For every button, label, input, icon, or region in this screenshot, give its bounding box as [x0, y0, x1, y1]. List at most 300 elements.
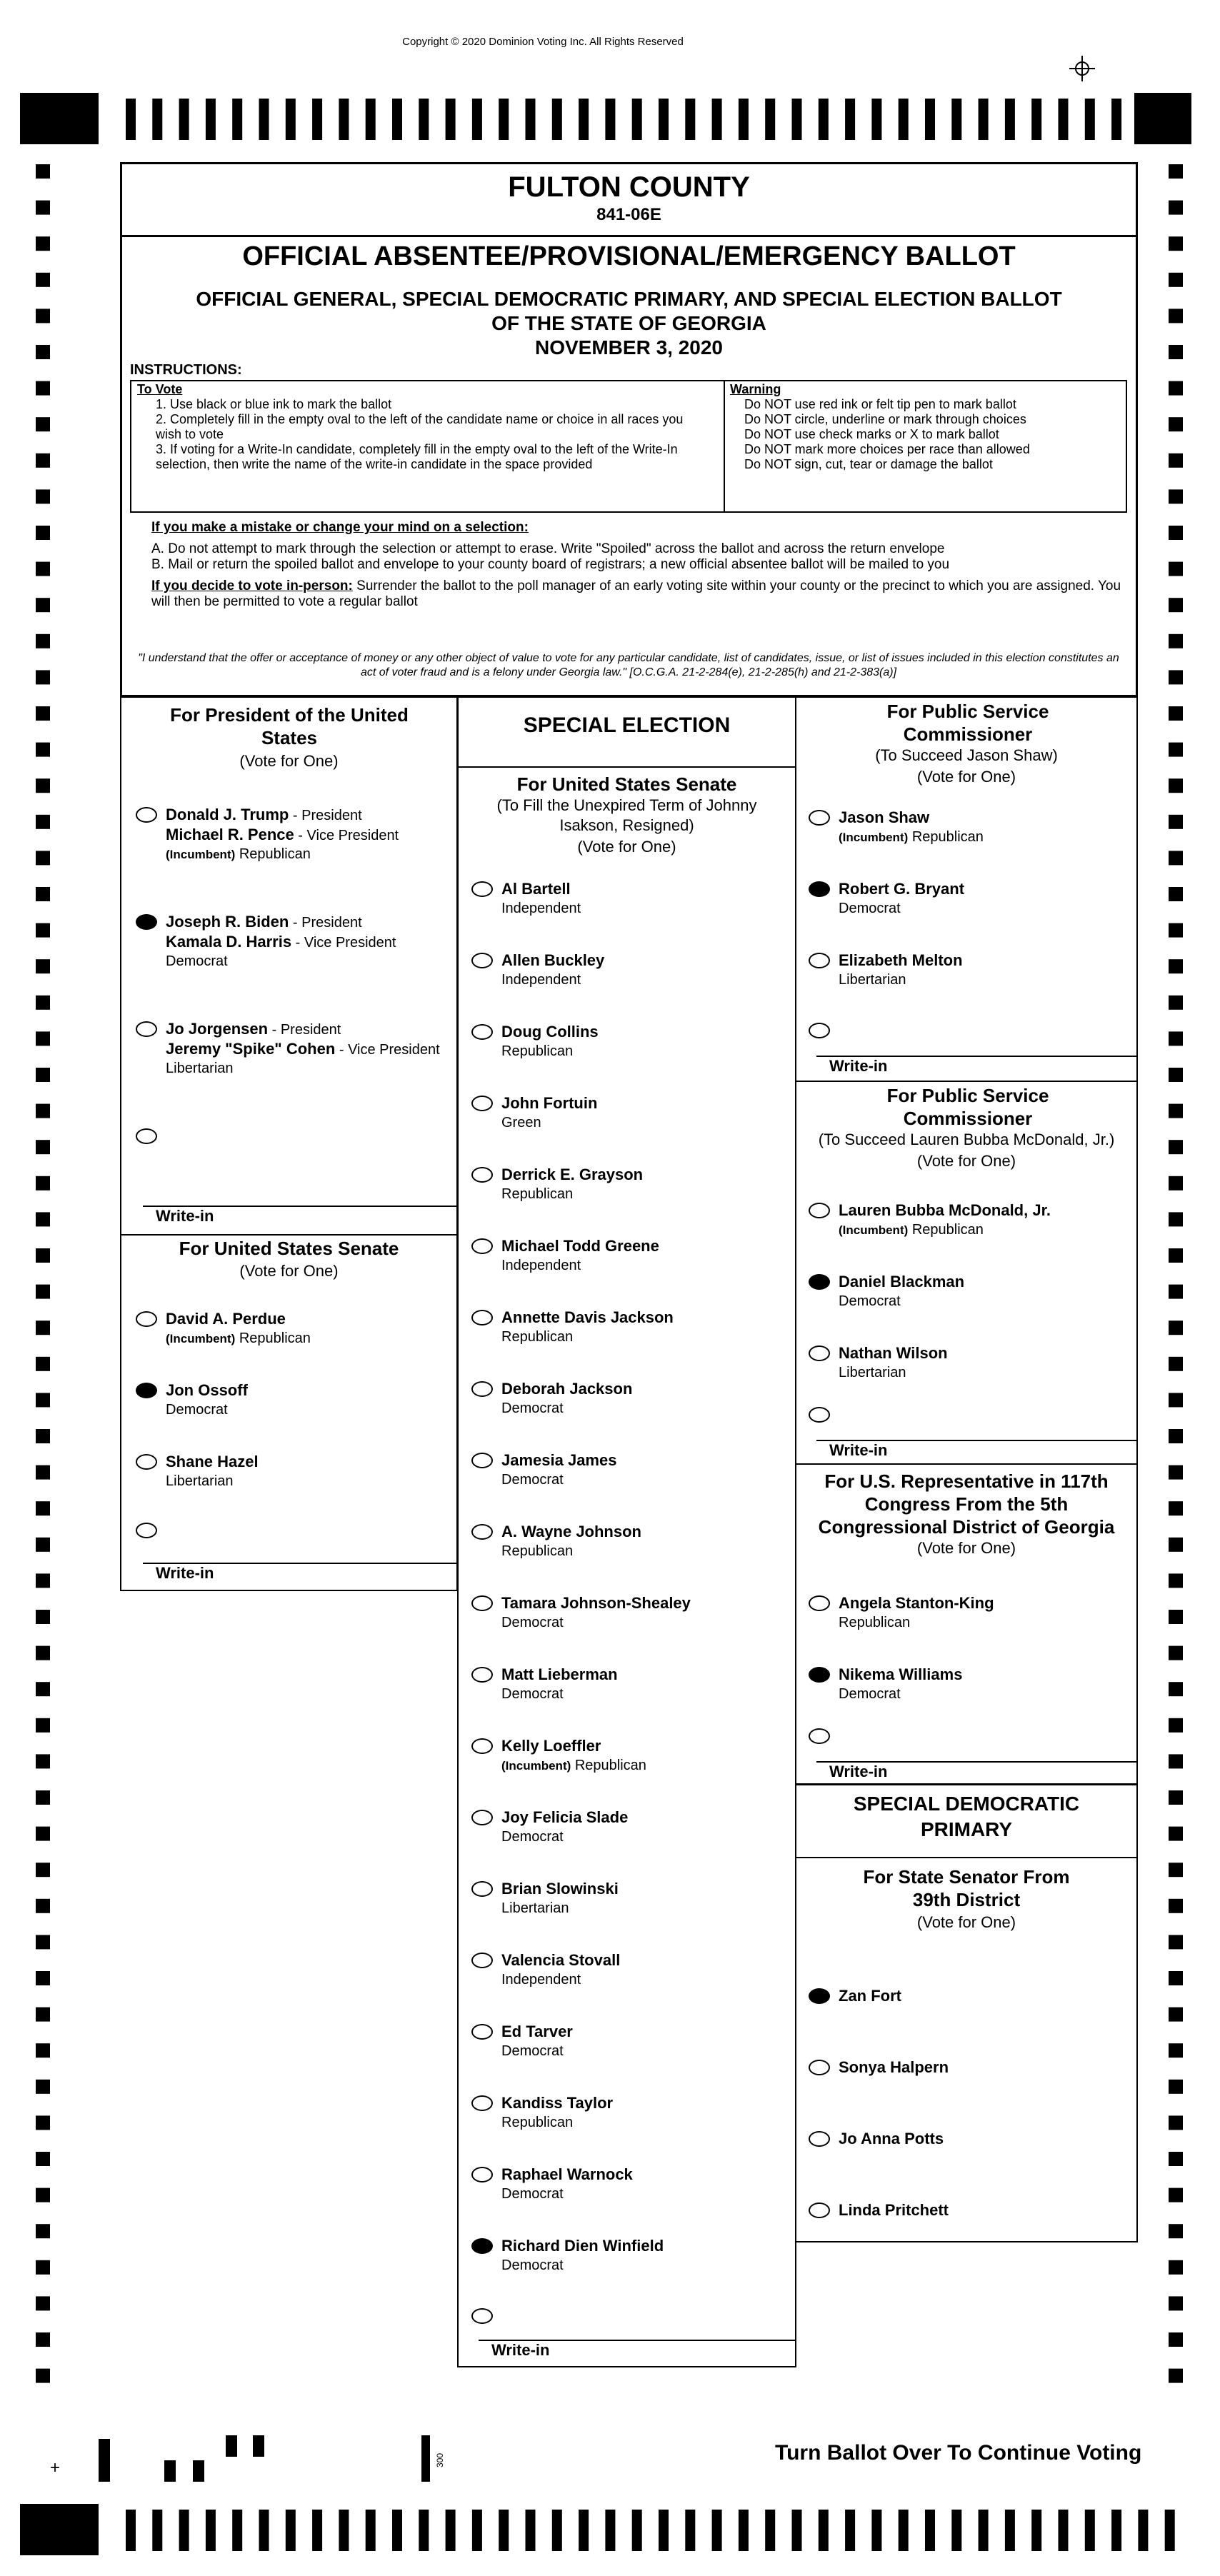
side-timing-mark: [36, 309, 50, 323]
side-timing-mark: [1169, 381, 1183, 396]
candidate-name: Nathan Wilson: [839, 1344, 948, 1362]
timing-mark: [899, 99, 909, 140]
side-timing-mark: [36, 1501, 50, 1515]
side-timing-mark: [36, 634, 50, 648]
candidate-party: Independent: [501, 972, 581, 988]
timing-mark: [339, 2510, 349, 2551]
race-congress-title: For U.S. Representative in 117th Congress From the 5th Congressional District of Georgia: [818, 1470, 1115, 1538]
candidate-party-line: [839, 1364, 906, 1381]
timing-marks-right: [1169, 164, 1183, 2421]
side-timing-mark: [1169, 1610, 1183, 1624]
warning-item: Do NOT use red ink or felt tip pen to mark ballot: [744, 397, 1016, 411]
candidate-party-line: [501, 1114, 541, 1131]
candidate-role: - President: [268, 1022, 341, 1038]
ballot-oval[interactable]: [471, 2024, 493, 2040]
timing-mark-anchor: [1134, 93, 1191, 144]
side-timing-mark: [36, 959, 50, 973]
candidate-name: Sonya Halpern: [839, 2058, 949, 2076]
timing-mark: [871, 2510, 881, 2551]
timing-marks-left: [36, 164, 50, 2421]
in-person-heading: If you decide to vote in-person:: [151, 578, 353, 593]
candidate-party-line: [839, 1614, 910, 1631]
write-in-line[interactable]: Write-in: [479, 2340, 796, 2360]
svg-text:+: +: [50, 2458, 61, 2477]
to-vote-step: 3. If voting for a Write-In candidate, completely fill in the empty oval to the left of the Write-In selection, then write the name of the write-in candidate in the space provided: [156, 442, 678, 471]
side-timing-mark: [36, 2369, 50, 2383]
ballot-oval[interactable]: [471, 1238, 493, 1254]
candidate-party: Democrat: [166, 953, 228, 969]
side-timing-mark: [36, 1863, 50, 1877]
ballot-oval-marked[interactable]: [809, 1274, 830, 1290]
in-person-text: Surrender the ballot to the poll manager of an early voting site within your county or the precinct to which you are assigned. You will then be permitted to vote a regular ballot: [151, 578, 1121, 609]
candidate-name: Jamesia James: [501, 1451, 617, 1469]
timing-mark: [312, 99, 322, 140]
timing-mark: [419, 99, 429, 140]
ballot-oval-marked[interactable]: [809, 1988, 830, 2004]
mistake-b: B. Mail or return the spoiled ballot and envelope to your county board of registrars; a new official absentee ballot will be mailed to you: [151, 557, 950, 572]
ballot-oval[interactable]: [136, 1128, 157, 1144]
timing-mark: [579, 2510, 589, 2551]
candidate-party: Republican: [501, 1543, 574, 1559]
side-timing-mark: [36, 2332, 50, 2347]
side-timing-mark: [36, 1646, 50, 1660]
timing-mark: [206, 99, 216, 140]
side-timing-mark: [36, 743, 50, 757]
candidate-name: Joseph R. Biden: [166, 913, 289, 931]
timing-mark: [819, 99, 829, 140]
timing-mark: [951, 99, 961, 140]
candidate-name: Annette Davis Jackson: [501, 1308, 674, 1326]
candidate-party-line: [501, 1400, 564, 1417]
side-timing-mark: [1169, 1393, 1183, 1407]
candidate-name: Al Bartell: [501, 880, 571, 898]
running-mate-role: - Vice President: [294, 828, 399, 843]
ballot-oval[interactable]: [809, 1407, 830, 1423]
ballot-subtitle: [120, 287, 1138, 360]
timing-mark: [1111, 2510, 1121, 2551]
side-timing-mark: [36, 381, 50, 396]
side-timing-mark: [36, 1285, 50, 1299]
timing-mark: [259, 2510, 269, 2551]
voter-fraud-affirmation: "I understand that the offer or acceptance of money or any other object of value to vote for any particular candidate, list of candidates, issue, or list of issues included in this election constitutes an act of voter fraud and is a felony under Georgia law." [O.C.G.A. 21-2-284(e), 21-2-285(h) and 21-2-383(a)]: [138, 652, 1119, 678]
side-timing-mark: [1169, 2188, 1183, 2202]
timing-mark: [126, 99, 136, 140]
side-timing-mark: [36, 1393, 50, 1407]
to-vote-step: 2. Completely fill in the empty oval to the left of the candidate name or choice in all races you wish to vote: [156, 412, 684, 441]
timing-mark: [739, 2510, 749, 2551]
timing-mark: [526, 99, 536, 140]
timing-mark: [286, 99, 296, 140]
timing-mark: [979, 99, 989, 140]
ballot-oval[interactable]: [136, 1523, 157, 1538]
timing-mark: [685, 99, 695, 140]
candidate-party-line: [501, 1757, 646, 1775]
candidate-party: Democrat: [501, 1829, 564, 1845]
timing-mark: [392, 99, 402, 140]
timing-mark: [552, 2510, 562, 2551]
candidate-party: Libertarian: [166, 1061, 234, 1076]
side-timing-mark: [36, 1031, 50, 1046]
ballot-oval[interactable]: [136, 1454, 157, 1470]
candidate-party: Democrat: [501, 2043, 564, 2059]
candidate-name: Kandiss Taylor: [501, 2094, 614, 2112]
ballot-oval[interactable]: [471, 881, 493, 897]
side-timing-mark: [1169, 1320, 1183, 1335]
side-timing-mark: [1169, 1248, 1183, 1263]
candidate-name: Nikema Williams: [839, 1665, 963, 1683]
timing-mark: [1059, 2510, 1069, 2551]
timing-mark: [712, 2510, 722, 2551]
ballot-oval[interactable]: [136, 807, 157, 823]
ballot-oval[interactable]: [809, 1345, 830, 1361]
ballot-oval[interactable]: [471, 1096, 493, 1111]
side-timing-mark: [36, 345, 50, 359]
ballot-oval-marked[interactable]: [136, 914, 157, 930]
candidate-name: Angela Stanton-King: [839, 1594, 994, 1612]
candidate-party: Democrat: [839, 1293, 901, 1309]
side-timing-mark: [1169, 273, 1183, 287]
mistake-instructions: [151, 520, 1130, 616]
candidate-party: Republican: [501, 1186, 574, 1202]
side-timing-mark: [1169, 887, 1183, 901]
side-timing-mark: [36, 1140, 50, 1154]
ballot-oval-marked[interactable]: [136, 1383, 157, 1398]
candidate-name: Lauren Bubba McDonald, Jr.: [839, 1201, 1051, 1219]
ballot-oval[interactable]: [471, 2095, 493, 2111]
side-timing-mark: [1169, 1863, 1183, 1877]
side-timing-mark: [36, 1573, 50, 1588]
candidate-party: Republican: [239, 846, 311, 862]
race-state-senator-vote-for: (Vote for One): [916, 1913, 1016, 1931]
incumbent-label: (Incumbent): [839, 831, 909, 844]
candidate-party-line: [501, 1685, 564, 1703]
timing-mark: [951, 2510, 961, 2551]
timing-mark: [1138, 2510, 1148, 2551]
side-timing-mark: [36, 164, 50, 179]
timing-mark: [925, 2510, 935, 2551]
timing-mark-anchor: [20, 2504, 99, 2555]
ballot-oval[interactable]: [471, 1453, 493, 1468]
candidate-name: Valencia Stovall: [501, 1951, 621, 1969]
ballot-oval[interactable]: [471, 1595, 493, 1611]
candidate-party-line: [501, 1043, 573, 1060]
democratic-primary-header: SPECIAL DEMOCRATIC PRIMARY: [853, 1793, 1080, 1840]
timing-mark: [871, 99, 881, 140]
instructions-label: INSTRUCTIONS:: [130, 362, 242, 378]
candidate-party-line: [501, 1828, 564, 1845]
ballot-oval[interactable]: [809, 1595, 830, 1611]
candidate-party: Democrat: [501, 1615, 564, 1630]
candidate-party-line: [501, 2043, 564, 2060]
side-timing-mark: [1169, 1176, 1183, 1191]
ballot-oval[interactable]: [809, 1023, 830, 1038]
side-timing-mark: [1169, 2115, 1183, 2130]
running-mate-name: Michael R. Pence: [166, 826, 294, 843]
timing-mark: [899, 2510, 909, 2551]
ballot-oval[interactable]: [809, 810, 830, 826]
side-timing-mark: [1169, 2332, 1183, 2347]
ballot-oval[interactable]: [471, 1024, 493, 1040]
candidate-name: Donald J. Trump: [166, 806, 289, 823]
timing-mark: [792, 2510, 802, 2551]
side-timing-mark: [1169, 743, 1183, 757]
candidate-party: Republican: [574, 1758, 646, 1773]
ballot-oval[interactable]: [471, 953, 493, 968]
race-special-senate-title: For United States Senate: [516, 773, 737, 795]
side-timing-mark: [36, 887, 50, 901]
timing-mark: [1031, 99, 1041, 140]
race-psc1-subtitle: (To Succeed Jason Shaw): [875, 746, 1058, 764]
candidate-name: Shane Hazel: [166, 1453, 259, 1470]
timing-mark: [792, 99, 802, 140]
running-mate-role: - Vice President: [291, 935, 396, 951]
ballot-oval[interactable]: [471, 1953, 493, 1968]
side-timing-mark: [36, 1104, 50, 1118]
side-timing-mark: [1169, 634, 1183, 648]
side-timing-mark: [1169, 562, 1183, 576]
ballot-oval-marked[interactable]: [809, 881, 830, 897]
candidate-name: Allen Buckley: [501, 951, 605, 969]
timing-mark: [605, 2510, 615, 2551]
timing-mark: [845, 99, 855, 140]
ballot-oval[interactable]: [471, 2167, 493, 2182]
ballot-code: 841-06E: [596, 205, 661, 224]
ballot-oval[interactable]: [809, 2060, 830, 2075]
timing-mark: [446, 2510, 456, 2551]
timing-mark: [632, 2510, 642, 2551]
ballot-oval[interactable]: [471, 1667, 493, 1683]
timing-mark: [472, 99, 482, 140]
write-in-line[interactable]: Write-in: [143, 1563, 458, 1583]
timing-mark: [339, 99, 349, 140]
side-timing-mark: [1169, 201, 1183, 215]
to-vote-instructions: [137, 382, 709, 472]
timing-mark: [206, 2510, 216, 2551]
side-timing-mark: [1169, 345, 1183, 359]
ballot-id-marks: [50, 2425, 479, 2489]
candidate-party-line: [839, 1221, 984, 1239]
ballot-title: OFFICIAL ABSENTEE/PROVISIONAL/EMERGENCY BALLOT: [242, 241, 1016, 271]
side-timing-mark: [36, 598, 50, 612]
side-timing-mark: [36, 1357, 50, 1371]
candidate-party-line: [839, 900, 901, 917]
candidate-name: John Fortuin: [501, 1094, 598, 1112]
side-timing-mark: [36, 1465, 50, 1480]
timing-mark: [1085, 99, 1095, 140]
copyright-notice: Copyright © 2020 Dominion Voting Inc. All Rights Reserved: [402, 36, 684, 48]
ballot-oval[interactable]: [809, 2202, 830, 2218]
timing-mark: [259, 99, 269, 140]
side-timing-mark: [1169, 1827, 1183, 1841]
ballot-oval[interactable]: [471, 1524, 493, 1540]
side-timing-mark: [1169, 2152, 1183, 2166]
side-timing-mark: [36, 1827, 50, 1841]
side-timing-mark: [36, 1320, 50, 1335]
candidate-name: Derrick E. Grayson: [501, 1166, 644, 1183]
timing-mark: [552, 99, 562, 140]
candidate-party: Republican: [911, 1222, 984, 1238]
candidate-party-line: [501, 2114, 573, 2131]
timing-mark: [152, 2510, 162, 2551]
side-timing-mark: [36, 1682, 50, 1696]
warning-item: Do NOT mark more choices per race than allowed: [744, 442, 1030, 456]
mistake-heading: If you make a mistake or change your mind on a selection:: [151, 520, 529, 535]
candidate-party-line: [501, 1900, 569, 1917]
side-timing-mark: [36, 1935, 50, 1949]
candidate-party: Independent: [501, 1972, 581, 1988]
timing-mark: [286, 2510, 296, 2551]
timing-marks-top: [20, 93, 1191, 144]
side-timing-mark: [1169, 1899, 1183, 1913]
write-in-line[interactable]: Write-in: [143, 1206, 458, 1226]
candidate-party: Republican: [911, 829, 984, 845]
candidate-party-line: [501, 1257, 581, 1274]
write-in-line[interactable]: Write-in: [816, 1440, 1138, 1460]
write-in-line[interactable]: Write-in: [816, 1056, 1138, 1076]
ballot-oval[interactable]: [809, 1728, 830, 1744]
race-psc2-subtitle: (To Succeed Lauren Bubba McDonald, Jr.): [818, 1131, 1115, 1148]
candidate-party: Libertarian: [839, 1365, 906, 1380]
candidate-name: Linda Pritchett: [839, 2201, 949, 2219]
timing-mark: [845, 2510, 855, 2551]
ballot-oval[interactable]: [136, 1311, 157, 1327]
warning-item: Do NOT sign, cut, tear or damage the ballot: [744, 457, 993, 471]
ballot-oval[interactable]: [136, 1021, 157, 1037]
side-timing-mark: [1169, 164, 1183, 179]
timing-mark: [152, 99, 162, 140]
candidate-party-line: [501, 1971, 581, 1988]
race-congress-vote-for: (Vote for One): [916, 1539, 1016, 1557]
subtitle-line-1: OFFICIAL GENERAL, SPECIAL DEMOCRATIC PRIMARY, AND SPECIAL ELECTION BALLOT: [196, 288, 1062, 310]
candidate-name: Tamara Johnson-Shealey: [501, 1594, 691, 1612]
side-timing-mark: [1169, 1357, 1183, 1371]
candidate-party-line: [839, 1685, 901, 1703]
candidate-party: Libertarian: [839, 972, 906, 988]
timing-mark: [392, 2510, 402, 2551]
side-timing-mark: [36, 2115, 50, 2130]
side-timing-mark: [1169, 417, 1183, 431]
side-timing-mark: [36, 201, 50, 215]
side-timing-mark: [1169, 1212, 1183, 1226]
timing-mark: [179, 99, 189, 140]
ballot-oval[interactable]: [471, 2308, 493, 2324]
side-timing-mark: [36, 273, 50, 287]
side-timing-mark: [36, 562, 50, 576]
candidate-party: Democrat: [839, 901, 901, 916]
candidate-name: Jo Jorgensen: [166, 1020, 269, 1038]
side-timing-mark: [1169, 1573, 1183, 1588]
warning-item: Do NOT use check marks or X to mark ballot: [744, 427, 999, 441]
ballot-oval[interactable]: [471, 1167, 493, 1183]
side-timing-mark: [1169, 996, 1183, 1010]
side-timing-mark: [1169, 1501, 1183, 1515]
timing-mark: [605, 99, 615, 140]
ballot-oval[interactable]: [809, 953, 830, 968]
side-timing-mark: [1169, 778, 1183, 793]
side-timing-mark: [1169, 1104, 1183, 1118]
side-timing-mark: [1169, 526, 1183, 540]
side-timing-mark: [36, 1248, 50, 1263]
subtitle-line-3: NOVEMBER 3, 2020: [535, 336, 723, 359]
ballot-oval[interactable]: [809, 2131, 830, 2147]
side-timing-mark: [1169, 959, 1183, 973]
side-timing-mark: [36, 670, 50, 684]
write-in-line[interactable]: Write-in: [816, 1761, 1138, 1781]
candidate-party: Republican: [239, 1330, 311, 1346]
candidate-party: Independent: [501, 1258, 581, 1273]
timing-mark: [526, 2510, 536, 2551]
timing-mark: [765, 2510, 775, 2551]
timing-mark: [126, 2510, 136, 2551]
side-timing-mark: [1169, 309, 1183, 323]
timing-mark: [632, 99, 642, 140]
side-timing-mark: [36, 1068, 50, 1082]
side-timing-mark: [36, 996, 50, 1010]
candidate-name: Jo Anna Potts: [839, 2130, 944, 2147]
ballot-oval[interactable]: [471, 1381, 493, 1397]
side-timing-mark: [36, 1899, 50, 1913]
race-president-vote-for: (Vote for One): [239, 752, 339, 770]
candidate-name: David A. Perdue: [166, 1310, 286, 1328]
ballot-oval[interactable]: [809, 1203, 830, 1218]
ballot-oval[interactable]: [471, 1881, 493, 1897]
side-timing-mark: [1169, 923, 1183, 938]
ballot-oval-marked[interactable]: [809, 1667, 830, 1683]
timing-mark: [979, 2510, 989, 2551]
candidate-name: Raphael Warnock: [501, 2165, 633, 2183]
side-timing-mark: [1169, 598, 1183, 612]
incumbent-label: (Incumbent): [166, 848, 236, 861]
warning-heading: Warning: [730, 382, 781, 396]
timing-mark: [685, 2510, 695, 2551]
incumbent-label: (Incumbent): [166, 1332, 236, 1345]
timing-mark: [499, 2510, 509, 2551]
side-timing-mark: [36, 1754, 50, 1768]
timing-mark: [232, 99, 242, 140]
ballot-oval[interactable]: [471, 1310, 493, 1325]
warning-instructions: [730, 382, 1123, 472]
race-senate-title: For United States Senate: [179, 1238, 399, 1259]
candidate-party: Republican: [501, 1329, 574, 1345]
registration-crosshair-icon: [1069, 56, 1095, 81]
candidate-party: Democrat: [501, 1472, 564, 1488]
ballot-oval[interactable]: [471, 1810, 493, 1825]
side-timing-mark: [36, 1429, 50, 1443]
candidate-name: Robert G. Bryant: [839, 880, 965, 898]
side-timing-mark: [1169, 1646, 1183, 1660]
candidate-party-line: [501, 900, 581, 917]
candidate-name: Daniel Blackman: [839, 1273, 965, 1290]
candidate-party: Democrat: [501, 1400, 564, 1416]
to-vote-step: 1. Use black or blue ink to mark the ballot: [156, 397, 392, 411]
candidate-name: Jon Ossoff: [166, 1381, 248, 1399]
side-timing-mark: [36, 2008, 50, 2022]
timing-mark: [499, 99, 509, 140]
side-timing-mark: [36, 706, 50, 721]
running-mate-name: Jeremy "Spike" Cohen: [166, 1040, 336, 1058]
candidate-party: Libertarian: [501, 1900, 569, 1916]
timing-mark: [1111, 99, 1121, 140]
candidate-party: Democrat: [839, 1686, 901, 1702]
race-special-senate-subtitle: (To Fill the Unexpired Term of Johnny Isakson, Resigned): [496, 796, 757, 834]
side-timing-mark: [36, 778, 50, 793]
candidate-name: Elizabeth Melton: [839, 951, 963, 969]
candidate-party: Democrat: [501, 1686, 564, 1702]
ballot-oval[interactable]: [471, 1738, 493, 1754]
ballot-oval-marked[interactable]: [471, 2238, 493, 2254]
candidate-name: Deborah Jackson: [501, 1380, 633, 1398]
timing-mark: [1085, 2510, 1095, 2551]
